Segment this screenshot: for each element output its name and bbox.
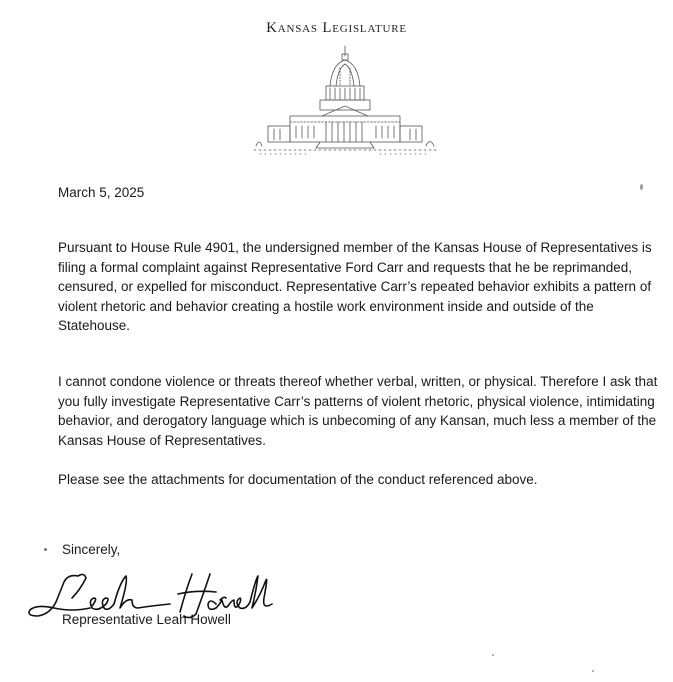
letter-date: March 5, 2025 [58, 185, 145, 200]
stray-mark [44, 548, 47, 551]
capitol-building-icon [250, 42, 440, 160]
body-paragraph-3: Please see the attachments for documentation of the conduct referenced above. [58, 472, 538, 487]
signer-name: Representative Leah Howell [62, 612, 231, 627]
letterhead-title: Kansas Legislature [266, 20, 407, 36]
scan-speck [640, 184, 643, 190]
scan-speck [592, 670, 594, 672]
body-paragraph-2: I cannot condone violence or threats thereof whether verbal, written, or physical. Therefore I ask that you fully investigate Representative Carr’s patterns of violent rhetoric, physical violence, intimidating behavior, and derogatory language which is unbecoming of any Kansan, much less a member of the Kansas House of Representatives. [58, 374, 658, 448]
scan-speck [492, 654, 494, 656]
closing-salutation: Sincerely, [62, 542, 121, 557]
body-paragraph-1: Pursuant to House Rule 4901, the undersigned member of the Kansas House of Representatives is filing a formal complaint against Representative Ford Carr and requests that he be reprimanded, censured, or expelled for misconduct. Representative Carr’s repeated behavior exhibits a pattern of violent rhetoric and behavior creating a hostile work environment inside and outside of the Statehouse. [58, 240, 652, 333]
